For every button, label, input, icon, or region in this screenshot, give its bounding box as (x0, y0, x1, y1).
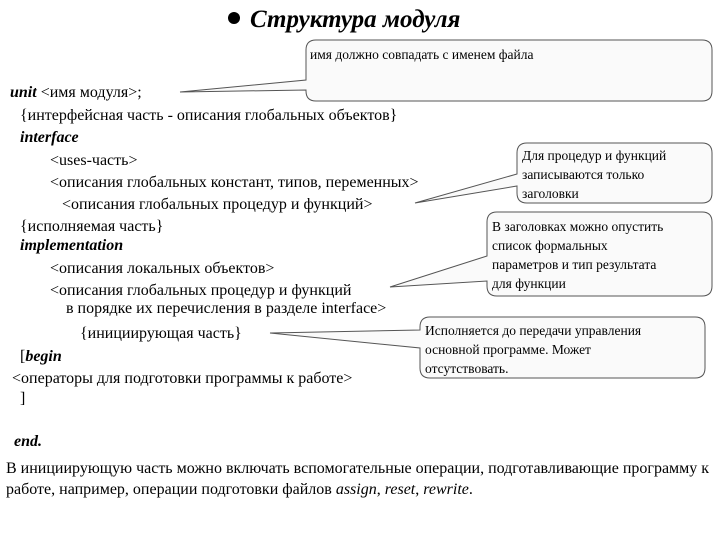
callout-text: имя должно совпадать с именем файла (310, 47, 534, 62)
footer-note: В инициирующую часть можно включать вспомогательные операции, подготавливающие программу к работе, например, операции подготовки файлов assign, reset, rewrite. (6, 460, 710, 498)
code-line: <описания глобальных процедур и функций (50, 282, 352, 299)
code-line: <описания глобальных процедур и функций> (62, 196, 373, 213)
callout-text: В заголовках можно опустить список формальных параметров и тип результата для функции (492, 219, 664, 291)
code-line: <описания локальных объектов> (50, 260, 275, 277)
code-line: {интерфейсная часть - описания глобальных объектов} (20, 107, 398, 124)
code-line: <операторы для подготовки программы к работе> (12, 370, 353, 387)
code-line: interface (20, 129, 79, 146)
code-line: unit <имя модуля>; (10, 84, 142, 101)
page-title: Структура модуля (228, 6, 460, 34)
code-line: implementation (20, 237, 124, 254)
callout-text: Исполняется до передачи управления основной программе. Может отсутствовать. (425, 323, 642, 376)
code-line: ] (20, 390, 26, 407)
callout-text: Для процедур и функций записываются только заголовки (522, 148, 667, 201)
bullet-icon (228, 12, 240, 24)
code-line: в порядке их перечисления в разделе interface> (66, 300, 387, 317)
code-line: <описания глобальных констант, типов, переменных> (50, 174, 419, 191)
code-line: {инициирующая часть} (80, 325, 242, 342)
code-line: <uses-часть> (50, 152, 138, 169)
code-line: {исполняемая часть} (20, 218, 164, 235)
code-line: [begin (20, 348, 62, 365)
code-line: end. (14, 433, 42, 450)
